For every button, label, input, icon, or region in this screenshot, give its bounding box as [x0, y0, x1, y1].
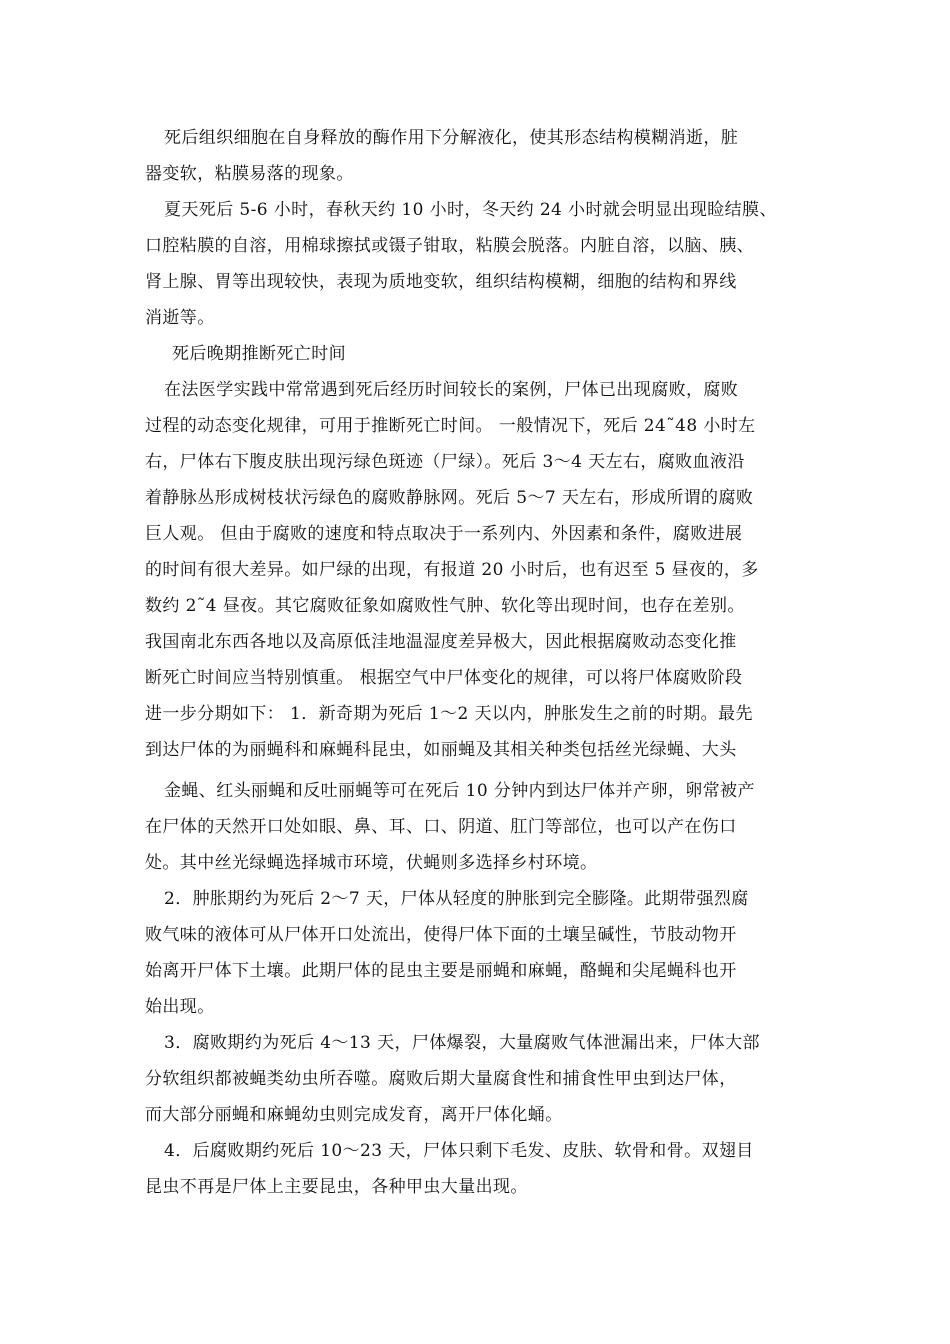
text-line: 口腔粘膜的自溶，用棉球擦拭或镊子钳取，粘膜会脱落。内脏自溶，以脑、胰、	[145, 236, 754, 256]
text-line: 右，尸体右下腹皮肤出现污绿色斑迹（尸绿）。死后 3～4 天左右，腐败血液沿	[145, 452, 745, 472]
text-line: 处。其中丝光绿蝇选择城市环境，伏蝇则多选择乡村环境。	[145, 853, 598, 873]
text-line: 4．后腐败期约死后 10～23 天，尸体只剩下毛发、皮肤、软骨和骨。双翅目	[164, 1141, 754, 1161]
text-line: 肾上腺、胃等出现较快，表现为质地变软，组织结构模糊，细胞的结构和界线	[145, 272, 737, 292]
text-line: 昆虫不再是尸体上主要昆虫，各种甲虫大量出现。	[145, 1177, 528, 1197]
text-line: 消逝等。	[145, 308, 215, 328]
text-line: 器变软，粘膜易落的现象。	[145, 164, 354, 184]
text-line: 死后组织细胞在自身释放的酶作用下分解液化，使其形态结构模糊消逝，脏	[164, 128, 739, 148]
text-line: 分软组织都被蝇类幼虫所吞噬。腐败后期大量腐食性和捕食性甲虫到达尸体，	[145, 1069, 737, 1089]
text-line: 我国南北东西各地以及高原低洼地温湿度差异极大，因此根据腐败动态变化推	[145, 632, 737, 652]
text-line: 数约 2˜4 昼夜。其它腐败征象如腐败性气肿、软化等出现时间，也存在差别。	[145, 596, 745, 616]
text-line: 在尸体的天然开口处如眼、鼻、耳、口、阴道、肛门等部位，也可以产在伤口	[145, 817, 737, 837]
text-line: 始离开尸体下土壤。此期尸体的昆虫主要是丽蝇和麻蝇，酪蝇和尖尾蝇科也开	[145, 961, 737, 981]
text-line: 败气味的液体可从尸体开口处流出，使得尸体下面的土壤呈碱性，节肢动物开	[145, 925, 737, 945]
text-line: 始出现。	[145, 997, 215, 1017]
text-line: 金蝇、红头丽蝇和反吐丽蝇等可在死后 10 分钟内到达尸体并产卵，卵常被产	[164, 781, 755, 801]
text-line: 着静脉丛形成树枝状污绿色的腐败静脉网。死后 5～7 天左右，形成所谓的腐败	[145, 488, 754, 508]
text-line: 进一步分期如下： 1．新奇期为死后 1～2 天以内，肿胀发生之前的时期。最先	[145, 704, 753, 724]
section-heading: 死后晚期推断死亡时间	[172, 344, 346, 364]
text-line: 到达尸体的为丽蝇科和麻蝇科昆虫，如丽蝇及其相关种类包括丝光绿蝇、大头	[145, 740, 737, 760]
text-line: 过程的动态变化规律，可用于推断死亡时间。 一般情况下，死后 24˜48 小时左	[145, 416, 756, 436]
text-line: 断死亡时间应当特别慎重。 根据空气中尸体变化的规律，可以将尸体腐败阶段	[145, 668, 743, 688]
text-line: 3．腐败期约为死后 4～13 天，尸体爆裂，大量腐败气体泄漏出来，尸体大部	[164, 1033, 760, 1053]
text-line: 2．肿胀期约为死后 2～7 天，尸体从轻度的肿胀到完全膨隆。此期带强烈腐	[164, 889, 749, 909]
text-line: 夏天死后 5-6 小时，春秋天约 10 小时，冬天约 24 小时就会明显出现睑结膜、	[164, 200, 777, 220]
text-line: 巨人观。 但由于腐败的速度和特点取决于一系列内、外因素和条件，腐败进展	[145, 524, 743, 544]
text-line: 的时间有很大差异。如尸绿的出现，有报道 20 小时后，也有迟至 5 昼夜的，多	[145, 560, 759, 580]
text-line: 而大部分丽蝇和麻蝇幼虫则完成发育，离开尸体化蛹。	[145, 1105, 563, 1125]
text-line: 在法医学实践中常常遇到死后经历时间较长的案例，尸体已出现腐败，腐败	[164, 380, 739, 400]
